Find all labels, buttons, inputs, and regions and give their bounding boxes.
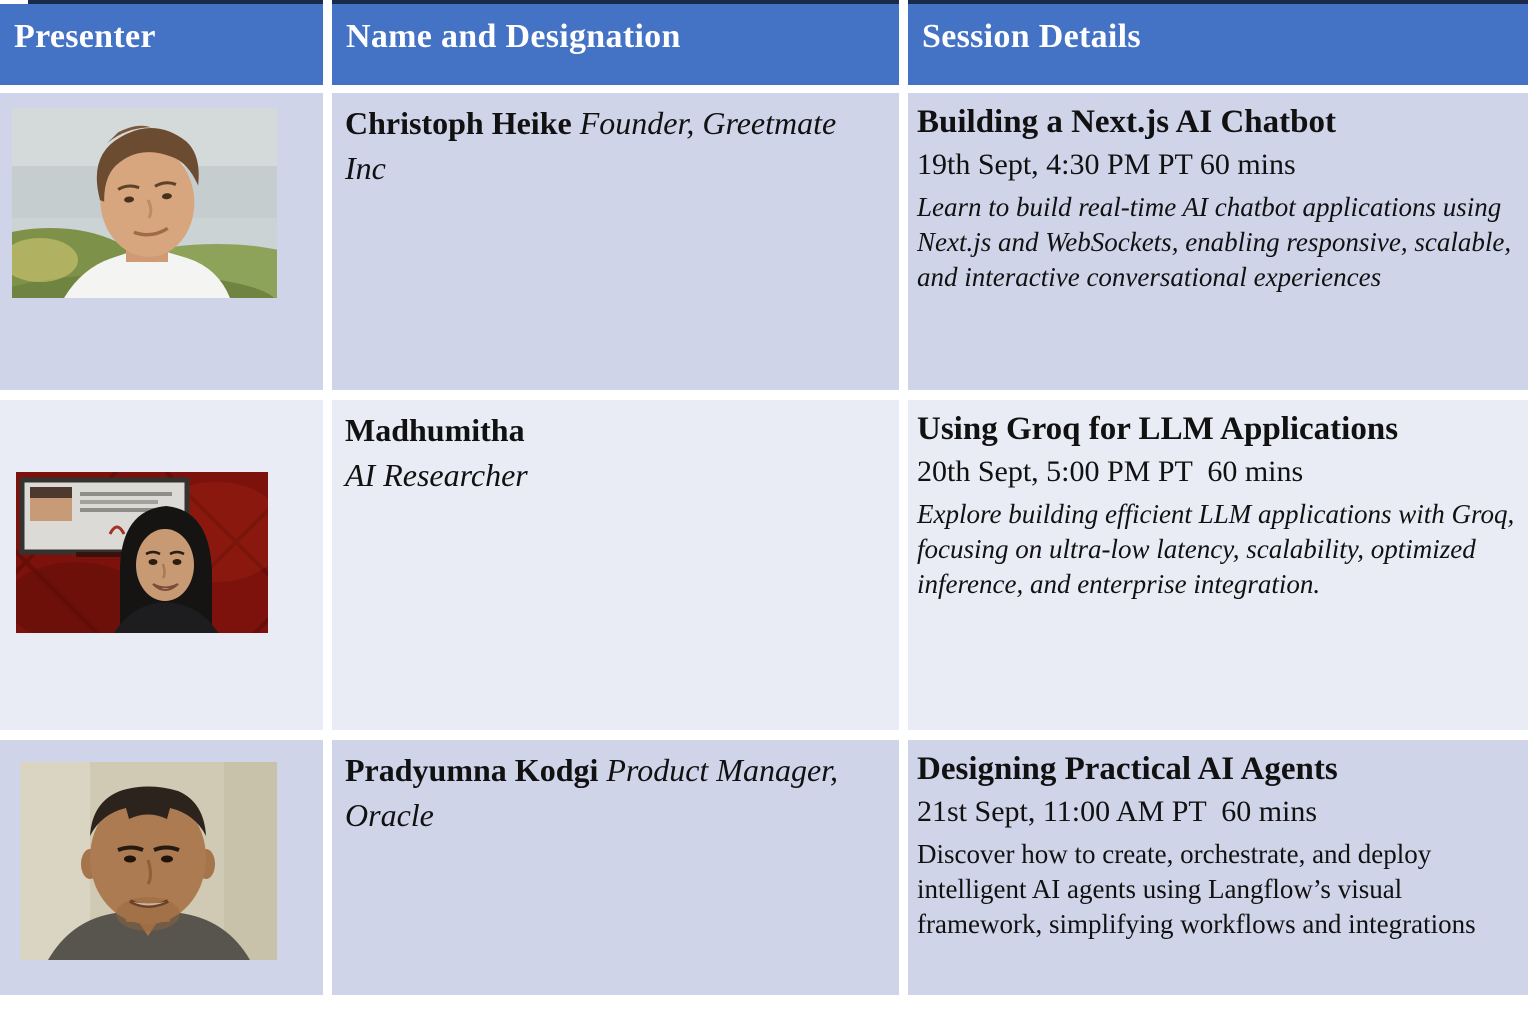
- session-description: Learn to build real-time AI chatbot applications using Next.js and WebSockets, enabling responsive, scalable, and interactive conversational experiences: [917, 191, 1512, 292]
- header-cell-presenter: [0, 4, 323, 85]
- row-2-name-cell: [332, 400, 899, 730]
- session-schedule: 20th Sept, 5:00 PM PT 60 mins: [917, 455, 1304, 489]
- presenter-name: Pradyumna Kodgi: [345, 752, 599, 788]
- session-schedule: 21st Sept, 11:00 AM PT 60 mins: [917, 795, 1318, 829]
- presenter-photo-christoph-heike: [12, 108, 277, 298]
- session-title: Using Groq for LLM Applications: [917, 411, 1399, 447]
- row-3-photo-cell: [0, 740, 323, 995]
- presenter-name: Christoph Heike: [345, 105, 572, 141]
- session-title: Designing Practical AI Agents: [917, 751, 1338, 787]
- header-label: Session Details: [922, 18, 1141, 55]
- row-2-session-cell: [908, 400, 1528, 730]
- row-3-name-cell: [332, 740, 899, 995]
- presenter-designation: AI Researcher: [345, 457, 528, 494]
- session-description: Discover how to create, orchestrate, and deploy intelligent AI agents using Langflow’s visual framework, simplifying workflows and integrations: [917, 838, 1476, 939]
- presenter-photo-madhumitha: [16, 472, 268, 633]
- row-1-name-cell: [332, 93, 899, 390]
- session-description: Explore building efficient LLM applications with Groq, focusing on ultra-low latency, scalability, optimized inference, and enterprise integration.: [917, 498, 1515, 599]
- row-1-photo-cell: [0, 93, 323, 390]
- row-2-photo-cell: [0, 400, 323, 730]
- row-1-session-cell: [908, 93, 1528, 390]
- header-label: Name and Designation: [346, 18, 681, 55]
- top-border-gap: [323, 0, 332, 4]
- presenter-designation: Product Manager, Oracle: [345, 752, 839, 834]
- row-3-session-cell: [908, 740, 1528, 995]
- presenter-designation: Founder, Greetmate Inc: [345, 105, 837, 187]
- header-label: Presenter: [14, 18, 156, 55]
- top-border-gap: [899, 0, 908, 4]
- session-title: Building a Next.js AI Chatbot: [917, 104, 1336, 140]
- header-cell-session-details: [908, 4, 1528, 85]
- presenter-photo-pradyumna-kodgi: [20, 762, 277, 960]
- session-schedule: 19th Sept, 4:30 PM PT 60 mins: [917, 148, 1296, 182]
- header-cell-name-designation: [332, 4, 899, 85]
- presenter-name: Madhumitha: [345, 412, 525, 448]
